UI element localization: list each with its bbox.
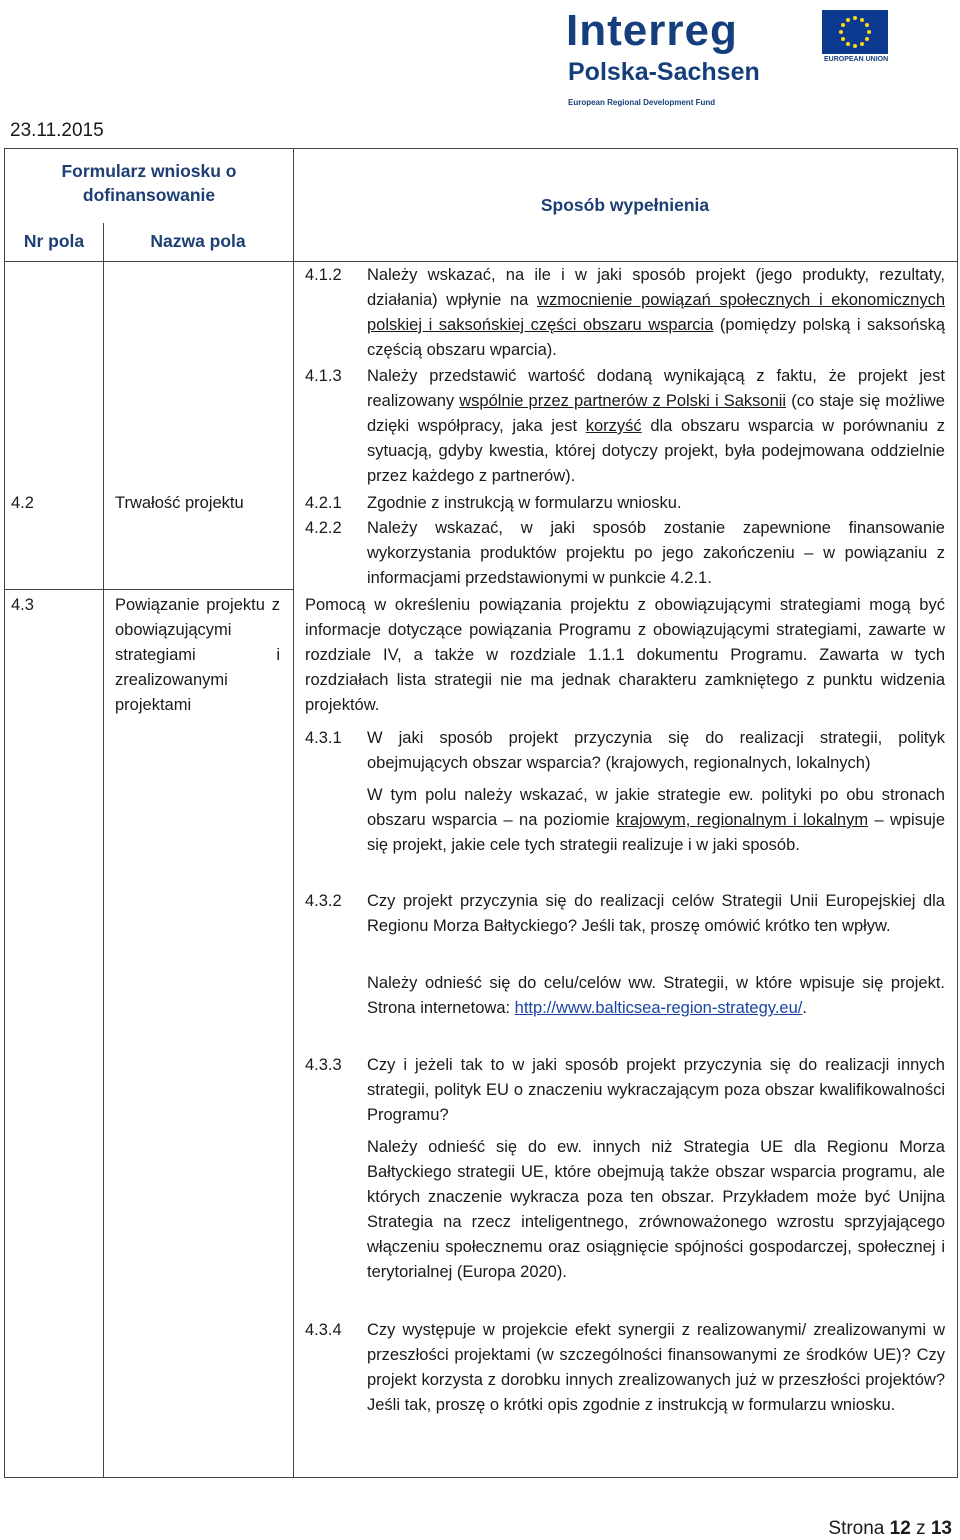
section-4-1-3: 4.1.3 Należy przedstawić wartość dodaną wynikającą z faktu, że projekt jest realizowany wspólnie przez partnerów z Polski i Saksonii (co staje się możliwe dzięki współpracy, jaka jest korzyść dla obszaru wsparcia w porównaniu z sytuacją, gdyby kwestia, której dotyczy projekt, była podejmowana oddzielnie przez każdego z partnerów). xyxy=(305,364,945,489)
field-number-4-2: 4.2 xyxy=(11,494,34,512)
section-4-3-1-description: W tym polu należy wskazać, w jakie strategie ew. polityki po obu stronach obszaru wsparcia – na poziomie krajowym, regionalnym i lokalnym – wpisuje się projekt, jakie cele tych strategii realizuje i w jaki sposób. xyxy=(367,786,945,854)
header-divider xyxy=(5,261,957,262)
section-4-3-3-description: Należy odnieść się do ew. innych niż Strategia UE dla Regionu Morza Bałtyckiego strategii UE, które obejmują także obszar wsparcia programu, ale których znaczenie wykracza poza ten obszar. Przykładem może być Unijna Strategia na rzecz inteligentnego, zrównoważonego wzrostu sprzyjającego włączeniu społecznemu oraz osiągnięcie spójności gospodarczej, społecznej i terytorialnej (Europa 2020). xyxy=(367,1138,945,1281)
section-4-3-2: 4.3.2 Czy projekt przyczynia się do realizacji celów Strategii Unii Europejskiej dla Regionu Morza Bałtyckiego? Jeśli tak, proszę omówić krótko ten wpływ. xyxy=(305,889,945,939)
field-number-4-3: 4.3 xyxy=(11,596,34,614)
eu-flag-icon xyxy=(822,10,888,54)
instruction-table xyxy=(4,148,958,1478)
section-4-2-2: 4.2.2 Należy wskazać, w jaki sposób zostanie zapewnione finansowanie wykorzystania produktów projektu po jego zakończeniu – w powiązaniu z informacjami przedstawionymi w punkcie 4.2.1. xyxy=(305,516,945,591)
section-number: 4.2.1 xyxy=(305,494,342,512)
interreg-logo xyxy=(566,6,896,110)
page-number: Strona 12 z 13 xyxy=(828,1518,952,1539)
section-number: 4.3.1 xyxy=(305,729,342,747)
section-4-3-1: 4.3.1 W jaki sposób projekt przyczynia się do realizacji strategii, polityk obejmujących obszar wsparcia? (krajowych, regionalnych, lokalnych) xyxy=(305,726,945,776)
logo-line-program: Polska-Sachsen xyxy=(568,58,760,86)
section-number: 4.2.2 xyxy=(305,519,342,537)
baltic-strategy-link[interactable]: http://www.balticsea-region-strategy.eu/ xyxy=(514,999,803,1017)
section-4-3-4: 4.3.4 Czy występuje w projekcie efekt synergii z realizowanymi/ zrealizowanymi w przeszłości projektami (w szczególności finansowanymi ze środków UE)? Czy projekt korzysta z dorobku innych zrealizowanych już w przeszłości projektów? Jeśli tak, proszę o krótki opis zgodnie z instrukcją w formularzu wniosku. xyxy=(305,1318,945,1418)
section-4-3-intro: Pomocą w określeniu powiązania projektu z obowiązującymi strategiami mogą być informacje dotyczące powiązania Programu z obowiązującymi strategiami, zawarte w rozdziale IV, a także w rozdziale 1.1.1 dokumentu Programu. Zawarta w tych rozdziałach lista strategii nie ma jednak charakteru zamkniętego z punktu widzenia projektów. xyxy=(305,596,945,714)
document-date: 23.11.2015 xyxy=(10,120,104,141)
section-number: 4.3.2 xyxy=(305,892,342,910)
column-header-nr: Nr pola xyxy=(23,231,85,251)
section-number: 4.1.3 xyxy=(305,367,342,385)
section-4-3-3: 4.3.3 Czy i jeżeli tak to w jaki sposób projekt przyczynia się do realizacji innych strategii, polityk EU o znaczeniu wykraczającym poza obszar kwalifikowalności Programu? xyxy=(305,1053,945,1128)
field-name-4-2: Trwałość projektu xyxy=(115,494,244,512)
section-number: 4.3.3 xyxy=(305,1056,342,1074)
logo-line-fund: European Regional Development Fund xyxy=(568,98,716,107)
eu-label: EUROPEAN UNION xyxy=(824,56,889,63)
logo-line-interreg: Interreg xyxy=(566,6,738,55)
column-header-method: Sposób wypełnienia xyxy=(540,195,710,215)
row-divider xyxy=(5,589,293,590)
column-divider xyxy=(103,223,104,1477)
section-4-3-2-description: Należy odnieść się do celu/celów ww. Strategii, w które wpisuje się projekt. Strona internetowa: http://www.balticsea-region-strategy.eu/. xyxy=(367,974,945,1017)
section-4-1-2: 4.1.2 Należy wskazać, na ile i w jaki sposób projekt (jego produkty, rezultaty, działania) wpłynie na wzmocnienie powiązań społecznych i ekonomicznych polskiej i saksońskiej części obszaru wsparcia (pomiędzy polską i saksońską częścią obszaru wparcia). xyxy=(305,263,945,363)
section-number: 4.3.4 xyxy=(305,1321,342,1339)
field-name-4-3: Powiązanie projektu z obowiązującymi strategiami i zrealizowanymi projektami xyxy=(115,596,280,714)
column-header-name: Nazwa pola xyxy=(150,231,246,251)
form-title: Formularz wniosku o dofinansowanie xyxy=(61,161,237,205)
column-divider xyxy=(293,149,294,1477)
section-4-2-1: 4.2.1 Zgodnie z instrukcją w formularzu wniosku. xyxy=(305,491,945,516)
section-number: 4.1.2 xyxy=(305,266,342,284)
